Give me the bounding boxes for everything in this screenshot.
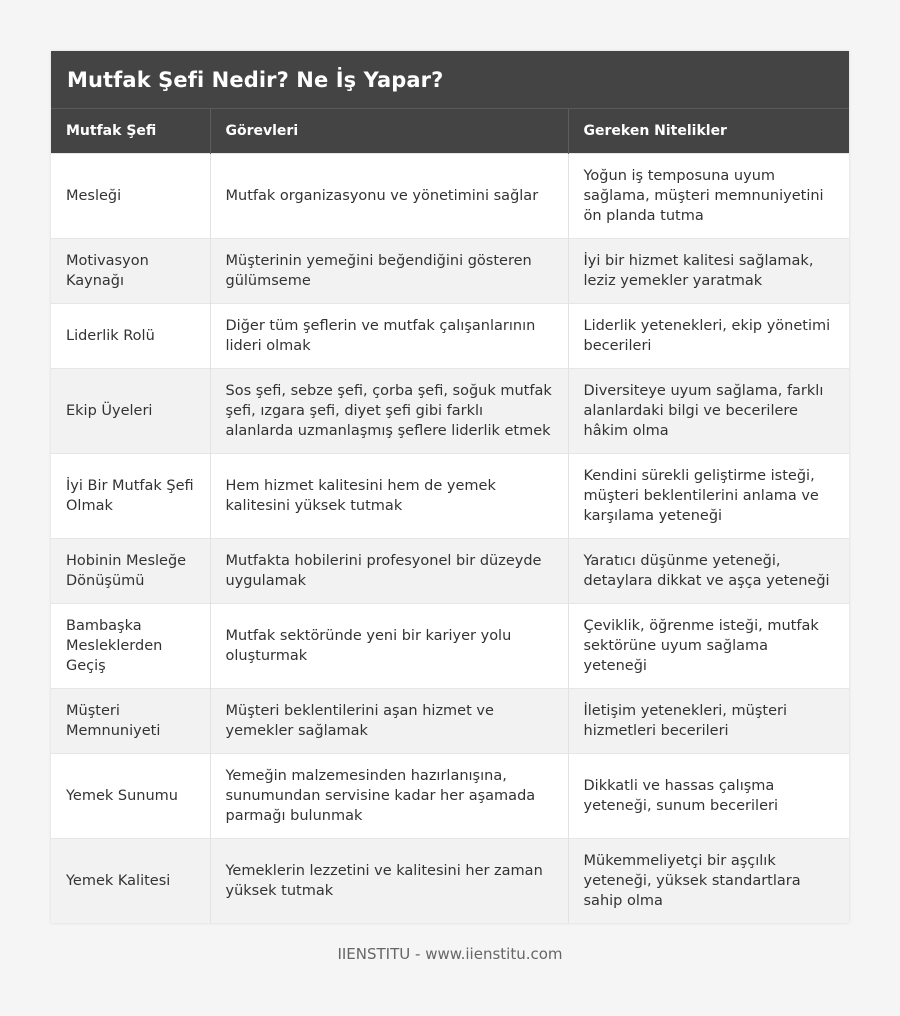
table-body (51, 154, 849, 924)
table-cell: Liderlik yetenekleri, ekip yönetimi becerileri (568, 304, 849, 369)
table-cell: Yoğun iş temposuna uyum sağlama, müşteri memnuniyetini ön planda tutma (568, 154, 849, 239)
table-cell: Müşterinin yemeğini beğendiğini gösteren gülümseme (210, 239, 568, 304)
column-header: Görevleri (210, 109, 568, 154)
table-row (51, 369, 849, 454)
table-cell: Ekip Üyeleri (51, 369, 210, 454)
table-cell: İyi bir hizmet kalitesi sağlamak, leziz yemekler yaratmak (568, 239, 849, 304)
table-cell: Mutfak sektöründe yeni bir kariyer yolu oluşturmak (210, 604, 568, 689)
table-cell: İyi Bir Mutfak Şefi Olmak (51, 454, 210, 539)
table-cell: Kendini sürekli geliştirme isteği, müşteri beklentilerini anlama ve karşılama yeteneği (568, 454, 849, 539)
table-row (51, 539, 849, 604)
table-cell: Müşteri beklentilerini aşan hizmet ve yemekler sağlamak (210, 689, 568, 754)
table-cell: Hem hizmet kalitesini hem de yemek kalitesini yüksek tutmak (210, 454, 568, 539)
table-cell: İletişim yetenekleri, müşteri hizmetleri becerileri (568, 689, 849, 754)
table-cell: Yemek Sunumu (51, 754, 210, 839)
table-row (51, 239, 849, 304)
table-cell: Çeviklik, öğrenme isteği, mutfak sektörüne uyum sağlama yeteneği (568, 604, 849, 689)
table-row (51, 454, 849, 539)
table-cell: Motivasyon Kaynağı (51, 239, 210, 304)
table-row (51, 154, 849, 239)
table-cell: Diversiteye uyum sağlama, farklı alanlardaki bilgi ve becerilere hâkim olma (568, 369, 849, 454)
table-cell: Müşteri Memnuniyeti (51, 689, 210, 754)
column-header: Mutfak Şefi (51, 109, 210, 154)
footer-credit: IIENSTITU - www.iienstitu.com (337, 945, 563, 963)
table-cell: Mutfakta hobilerini profesyonel bir düzeyde uygulamak (210, 539, 568, 604)
table-cell: Yemek Kalitesi (51, 839, 210, 924)
table-header (51, 109, 849, 154)
column-header: Gereken Nitelikler (568, 109, 849, 154)
table-row (51, 839, 849, 924)
table-cell: Sos şefi, sebze şefi, çorba şefi, soğuk mutfak şefi, ızgara şefi, diyet şefi gibi farklı alanlarda uzmanlaşmış şeflere liderlik etmek (210, 369, 568, 454)
header-row (51, 109, 849, 154)
table-row (51, 304, 849, 369)
table-row (51, 604, 849, 689)
table-cell: Liderlik Rolü (51, 304, 210, 369)
table-cell: Yemeğin malzemesinden hazırlanışına, sunumundan servisine kadar her aşamada parmağı bulunmak (210, 754, 568, 839)
table-cell: Diğer tüm şeflerin ve mutfak çalışanlarının lideri olmak (210, 304, 568, 369)
table-cell: Yemeklerin lezzetini ve kalitesini her zaman yüksek tutmak (210, 839, 568, 924)
table-row (51, 689, 849, 754)
table-cell: Mutfak organizasyonu ve yönetimini sağlar (210, 154, 568, 239)
table-card (51, 51, 849, 923)
table-cell: Yaratıcı düşünme yeteneği, detaylara dikkat ve aşça yeteneği (568, 539, 849, 604)
data-table (51, 109, 849, 923)
table-cell: Hobinin Mesleğe Dönüşümü (51, 539, 210, 604)
table-cell: Mesleği (51, 154, 210, 239)
page-title: Mutfak Şefi Nedir? Ne İş Yapar? (67, 67, 444, 92)
table-cell: Bambaşka Mesleklerden Geçiş (51, 604, 210, 689)
table-cell: Dikkatli ve hassas çalışma yeteneği, sunum becerileri (568, 754, 849, 839)
table-cell: Mükemmeliyetçi bir aşçılık yeteneği, yüksek standartlara sahip olma (568, 839, 849, 924)
table-row (51, 754, 849, 839)
title-bar (51, 51, 849, 109)
